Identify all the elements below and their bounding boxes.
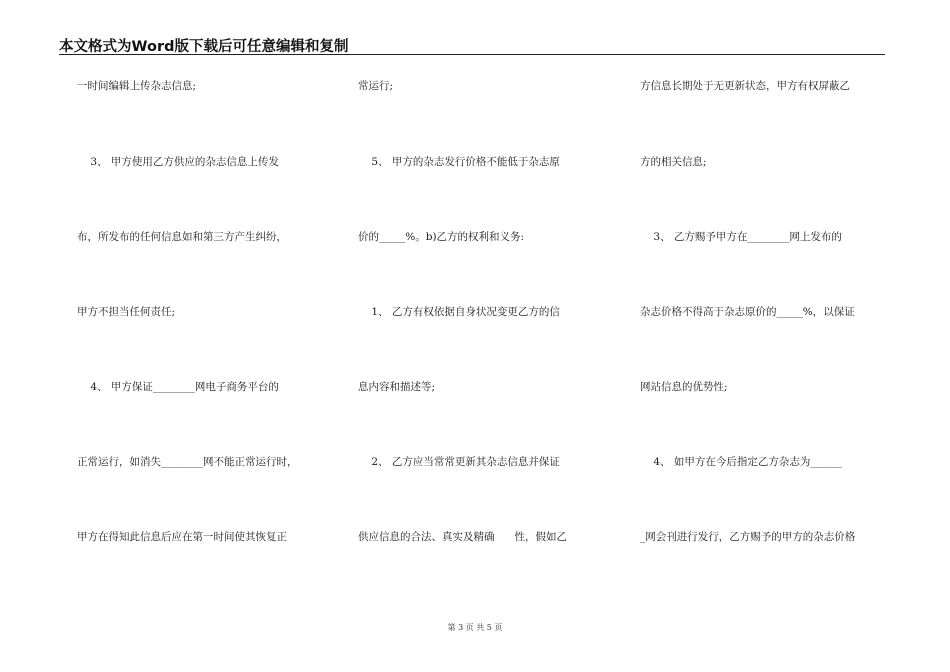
text-line: 1、 乙方有权依据自身状况变更乙方的信 xyxy=(358,306,560,318)
text-line: 2、 乙方应当常常更新其杂志信息并保证 xyxy=(358,456,560,468)
text-line: 供应信息的合法、真实及精确 性，假如乙 xyxy=(358,531,568,543)
text-column-left xyxy=(77,0,327,672)
text-line: 3、 乙方赐予甲方在________网上发布的 xyxy=(640,231,842,243)
text-line: 甲方在得知此信息后应在第一时间使其恢复正 xyxy=(77,531,287,543)
header-title: 本文格式为Word版下载后可任意编辑和复制 xyxy=(59,39,349,55)
text-line: 4、 如甲方在今后指定乙方杂志为______ xyxy=(640,456,842,468)
text-column-middle xyxy=(358,0,608,672)
text-line: 息内容和描述等; xyxy=(358,381,436,393)
text-line: 甲方不担当任何责任; xyxy=(77,306,176,318)
text-line: 网站信息的优势性; xyxy=(640,381,728,393)
text-line: 4、 甲方保证________网电子商务平台的 xyxy=(77,381,279,393)
text-line: 价的_____%。b)乙方的权利和义务: xyxy=(358,231,525,243)
page-number: 第 3 页 共 5 页 xyxy=(447,623,503,632)
text-column-right xyxy=(640,0,892,672)
text-line: 5、 甲方的杂志发行价格不能低于杂志原 xyxy=(358,156,560,168)
text-line: 一时间编辑上传杂志信息; xyxy=(77,80,197,92)
text-line: 方的相关信息; xyxy=(640,156,707,168)
text-line: 布，所发布的任何信息如和第三方产生纠纷， xyxy=(77,231,287,243)
text-line: 方信息长期处于无更新状态，甲方有权屏蔽乙 xyxy=(640,80,850,92)
text-line: _网会刊进行发行，乙方赐予的甲方的杂志价格 xyxy=(640,531,856,543)
text-line: 杂志价格不得高于杂志原价的_____%，以保证 xyxy=(640,306,855,318)
text-line: 3、 甲方使用乙方供应的杂志信息上传发 xyxy=(77,156,279,168)
text-line: 正常运行，如消失________网不能正常运行时， xyxy=(77,456,298,468)
text-line: 常运行; xyxy=(358,80,394,92)
